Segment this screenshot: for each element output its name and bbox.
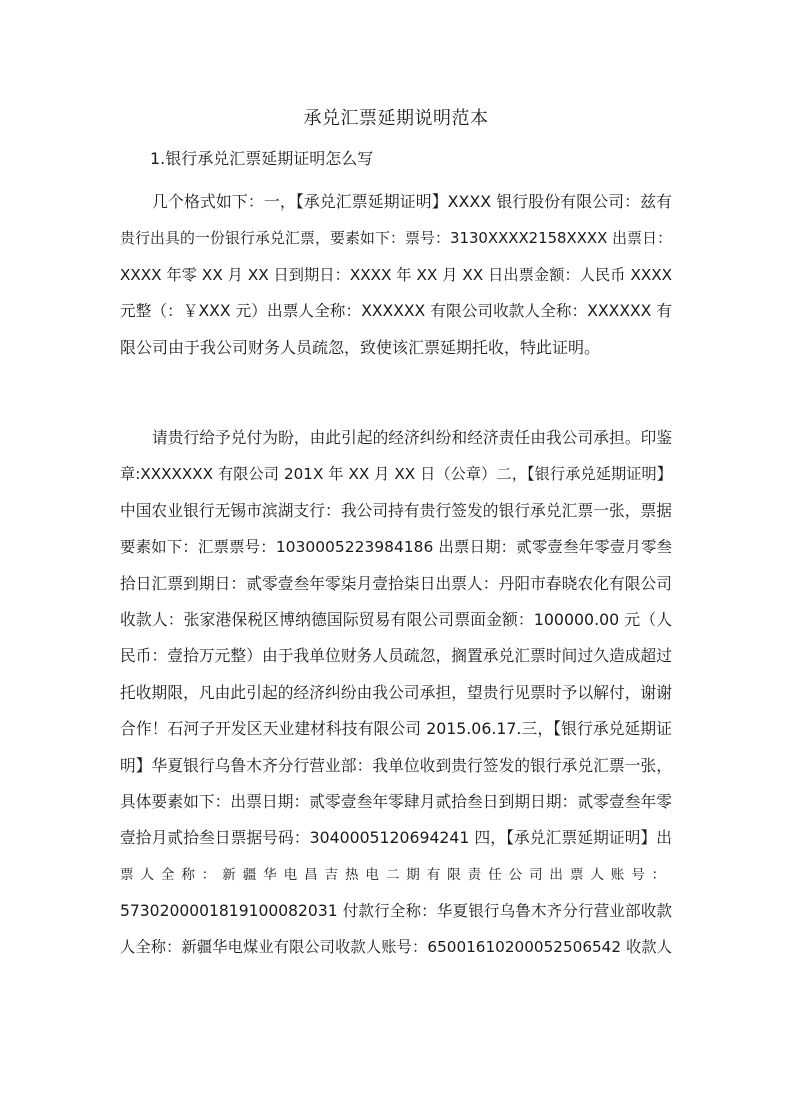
text-line: 贵行出具的一份银行承兑汇票，要素如下：票号：3130XXXX2158XXXX 出票日：	[120, 229, 672, 248]
text-line: 5730200001819100082031 付款行全称：华夏银行乌鲁木齐分行营业部收款	[120, 902, 672, 921]
text-line: 几个格式如下：一，【承兑汇票延期证明】XXXX 银行股份有限公司：兹有	[152, 192, 672, 211]
section-heading: 1.银行承兑汇票延期证明怎么写	[150, 149, 374, 168]
text-line: 合作！石河子开发区天业建材科技有限公司 2015.06.17.三，【银行承兑延期证	[120, 719, 672, 739]
text-line: 请贵行给予兑付为盼，由此引起的经济纠纷和经济责任由我公司承担。印鉴	[152, 428, 672, 447]
text-line: 中国农业银行无锡市滨湖支行：我公司持有贵行签发的银行承兑汇票一张，票据	[120, 500, 672, 520]
text-line: 托收期限，凡由此引起的经济纠纷由我公司承担，望贵行见票时予以解付，谢谢	[120, 682, 672, 702]
text-line: 元整（：￥XXX 元）出票人全称：XXXXXX 有限公司收款人全称：XXXXXX 有	[120, 302, 672, 321]
paragraph-1	[120, 184, 672, 366]
text-line: 票人全称：新疆华电昌吉热电二期有限责任公司出票人账号：	[120, 866, 672, 883]
text-line: 收款人：张家港保税区博纳德国际贸易有限公司票面金额：100000.00 元（人	[120, 609, 672, 629]
text-line: 人全称：新疆华电煤业有限公司收款人账号：65001610200052506542 收款人	[120, 938, 672, 957]
text-line: 拾日汇票到期日：贰零壹叁年零柒月壹拾柒日出票人：丹阳市春晓农化有限公司	[120, 573, 672, 593]
document-title: 承兑汇票延期说明范本	[303, 108, 489, 129]
text-line: XXXX 年零 XX 月 XX 日到期日：XXXX 年 XX 月 XX 日出票金额：人民币 XXXX	[120, 265, 672, 284]
paragraph-2	[120, 420, 672, 966]
text-line: 章:XXXXXXX 有限公司 201X 年 XX 月 XX 日（公章）二，【银行承兑延期证明】	[120, 465, 672, 484]
text-line: 具体要素如下：出票日期：贰零壹叁年零肆月贰拾叁日到期日期：贰零壹叁年零	[120, 791, 672, 811]
text-line: 民币：壹拾万元整）由于我单位财务人员疏忽，搁置承兑汇票时间过久造成超过	[120, 646, 672, 666]
text-line: 壹拾月贰拾叁日票据号码：3040005120694241 四，【承兑汇票延期证明】出	[120, 828, 672, 848]
text-line: 限公司由于我公司财务人员疏忽，致使该汇票延期托收，特此证明。	[120, 337, 601, 357]
text-line: 要素如下：汇票票号：1030005223984186 出票日期：贰零壹叁年零壹月零叁	[120, 538, 672, 557]
text-line: 明】华夏银行乌鲁木齐分行营业部：我单位收到贵行签发的银行承兑汇票一张，	[120, 755, 672, 775]
